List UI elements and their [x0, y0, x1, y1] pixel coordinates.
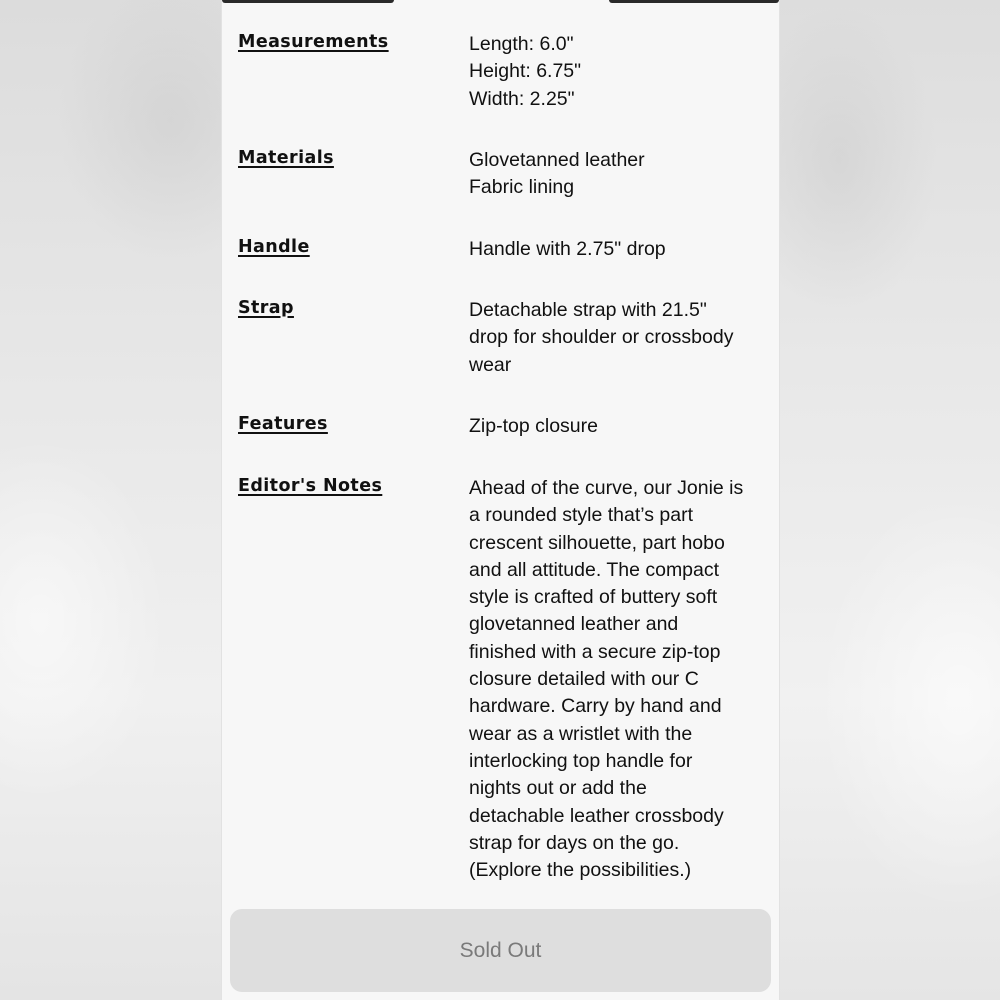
spec-value-features: Zip-top closure — [469, 415, 598, 437]
product-details-panel — [221, 0, 780, 1000]
spec-label-handle: Handle — [238, 237, 310, 257]
top-edge-right — [609, 0, 779, 3]
spec-label-materials: Materials — [238, 148, 334, 168]
blurred-background-right — [779, 0, 1000, 1000]
spec-value-strap: Detachable strap with 21.5" drop for shoulder or crossbody wear — [469, 299, 734, 376]
blurred-background-left — [0, 0, 221, 1000]
top-edge-left — [222, 0, 394, 3]
sold-out-button[interactable]: Sold Out — [230, 909, 771, 992]
spec-value-handle: Handle with 2.75" drop — [469, 238, 666, 260]
spec-value-editors-notes: Ahead of the curve, our Jonie is a rounded style that’s part crescent silhouette, part hobo and all attitude. The compact style is crafted of buttery soft glovetanned leather and finished with a secure zip-top closure detailed with our C hardware. Carry by hand and wear as a wristlet with the interlocking top handle for nights out or add the detachable leather crossbody strap for days on the go. (Explore the possibilities.) — [469, 477, 744, 882]
spec-label-editors-notes: Editor's Notes — [238, 476, 383, 496]
spec-label-features: Features — [238, 414, 328, 434]
spec-label-measurements: Measurements — [238, 32, 389, 52]
spec-value-materials: Glovetanned leather Fabric lining — [469, 149, 645, 199]
spec-value-measurements: Length: 6.0" Height: 6.75" Width: 2.25" — [469, 33, 582, 110]
spec-label-strap: Strap — [238, 298, 294, 318]
